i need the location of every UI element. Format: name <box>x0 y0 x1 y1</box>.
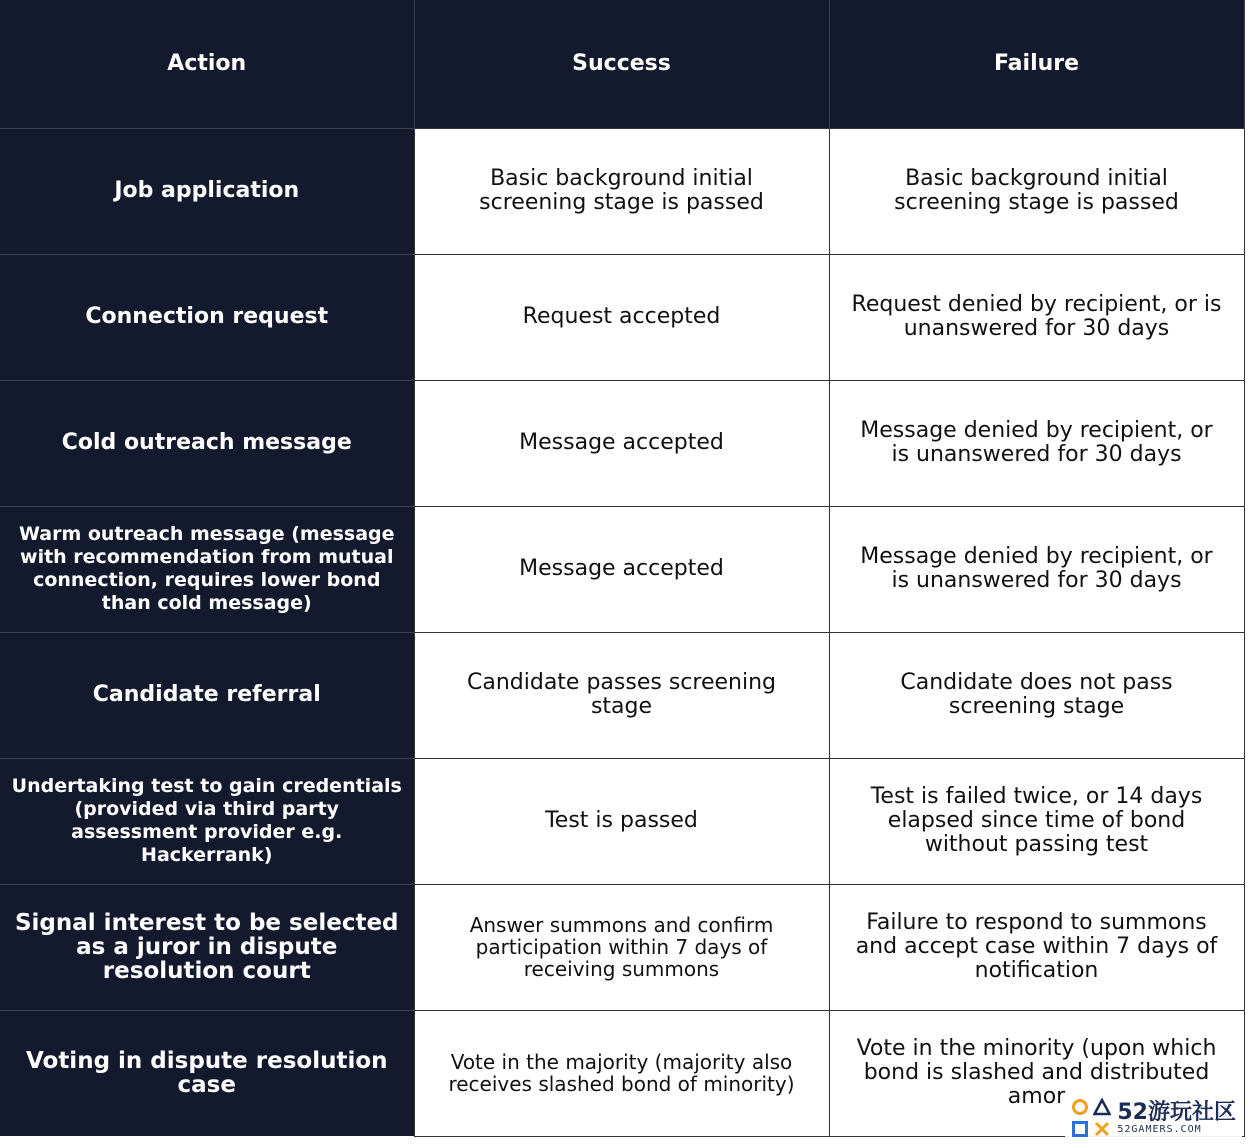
success-cell: Candidate passes screening stage <box>414 632 829 758</box>
success-cell: Message accepted <box>414 506 829 632</box>
failure-cell: Message denied by recipient, or is unanswered for 30 days <box>829 380 1244 506</box>
action-cell: Undertaking test to gain credentials (provided via third party assessment provider e.g. Hackerrank) <box>0 758 414 884</box>
watermark-shapes-icon <box>1071 1098 1111 1138</box>
table-row <box>0 254 1244 380</box>
action-cell: Cold outreach message <box>0 380 414 506</box>
failure-cell: Message denied by recipient, or is unanswered for 30 days <box>829 506 1244 632</box>
header-action: Action <box>0 0 414 128</box>
failure-cell: Test is failed twice, or 14 days elapsed since time of bond without passing test <box>829 758 1244 884</box>
success-cell: Message accepted <box>414 380 829 506</box>
failure-cell: Basic background initial screening stage is passed <box>829 128 1244 254</box>
watermark-logo <box>1065 1094 1242 1142</box>
failure-cell: Failure to respond to summons and accept case within 7 days of notification <box>829 884 1244 1010</box>
table-row <box>0 758 1244 884</box>
header-failure: Failure <box>829 0 1244 128</box>
action-cell: Voting in dispute resolution case <box>0 1010 414 1136</box>
action-cell: Signal interest to be selected as a juror in dispute resolution court <box>0 884 414 1010</box>
action-cell: Warm outreach message (message with recommendation from mutual connection, requires lower bond than cold message) <box>0 506 414 632</box>
table-row <box>0 380 1244 506</box>
failure-cell: Request denied by recipient, or is unanswered for 30 days <box>829 254 1244 380</box>
action-cell: Connection request <box>0 254 414 380</box>
action-cell: Candidate referral <box>0 632 414 758</box>
table-row <box>0 632 1244 758</box>
watermark-main-text: 52游玩社区 <box>1117 1099 1236 1125</box>
header-row <box>0 0 1244 128</box>
success-cell: Request accepted <box>414 254 829 380</box>
action-cell: Job application <box>0 128 414 254</box>
watermark-sub-text: 52GAMERS.COM <box>1117 1123 1202 1135</box>
failure-cell: Vote in the minority (upon which bond is slashed and distributed amor <box>829 1010 1244 1136</box>
success-cell: Basic background initial screening stage is passed <box>414 128 829 254</box>
success-cell: Vote in the majority (majority also receives slashed bond of minority) <box>414 1010 829 1136</box>
table-row <box>0 884 1244 1010</box>
failure-cell: Candidate does not pass screening stage <box>829 632 1244 758</box>
success-cell: Answer summons and confirm participation within 7 days of receiving summons <box>414 884 829 1010</box>
header-success: Success <box>414 0 829 128</box>
success-cell: Test is passed <box>414 758 829 884</box>
table-row <box>0 1010 1244 1136</box>
table-row <box>0 128 1244 254</box>
table-row <box>0 506 1244 632</box>
